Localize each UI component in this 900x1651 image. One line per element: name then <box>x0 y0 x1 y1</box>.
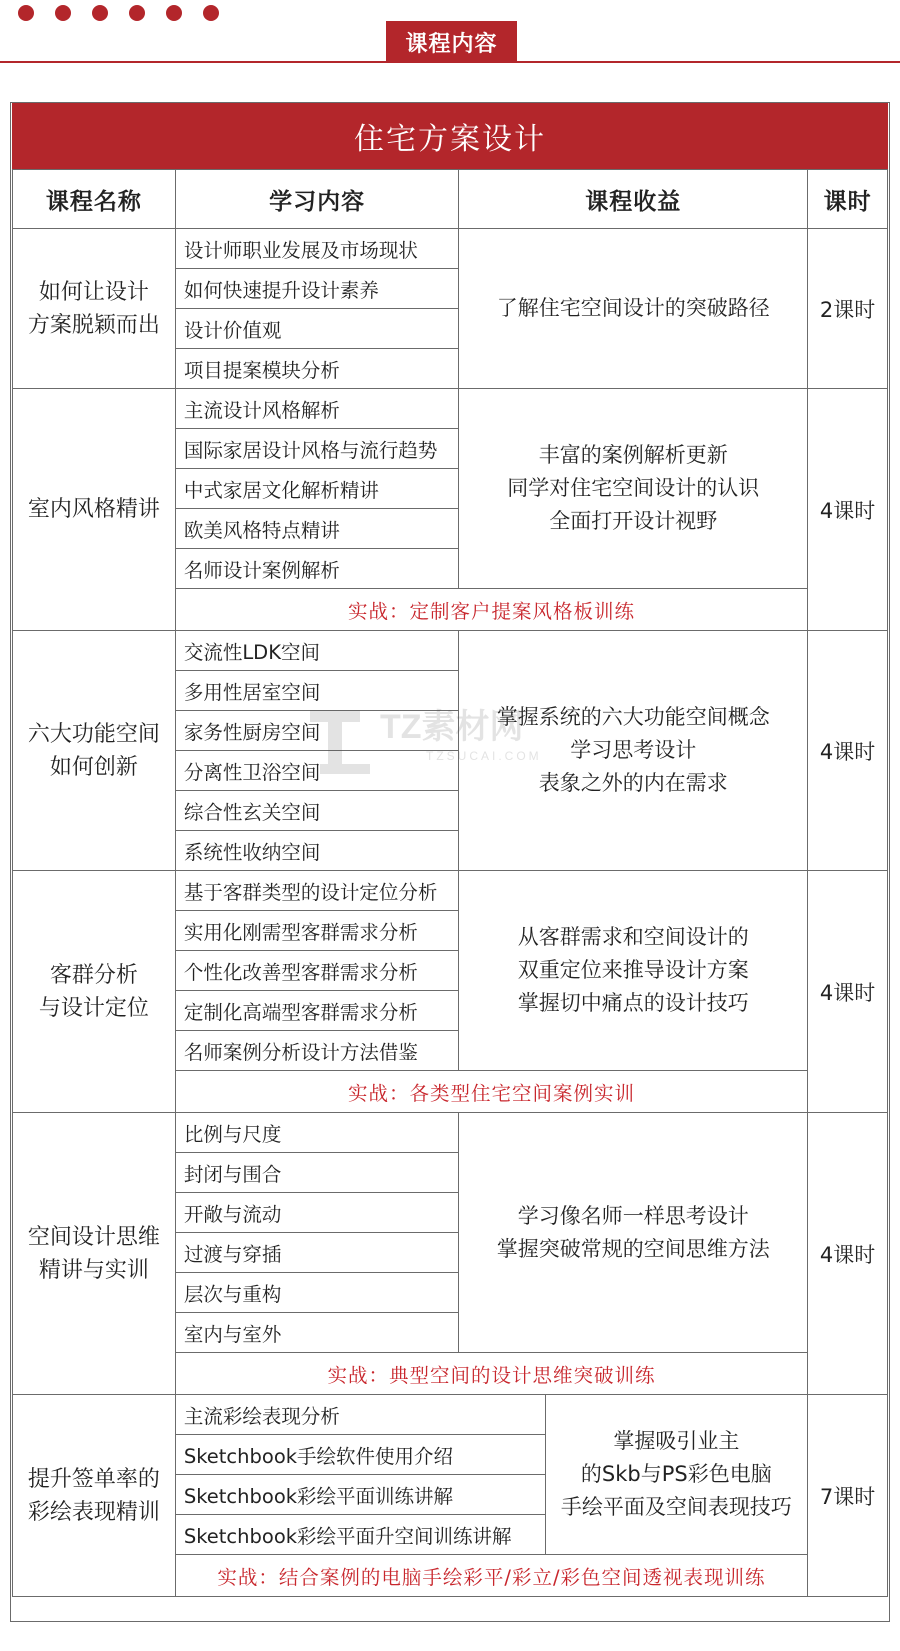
course-row <box>13 389 888 429</box>
course-hours: 4课时 <box>808 389 888 631</box>
benefit-line: 学习像名师一样思考设计 <box>517 1203 749 1228</box>
watermark-domain: TZSUCAI.COM <box>426 749 542 763</box>
learning-item: 开敞与流动 <box>175 1193 459 1233</box>
learning-item: 家务性厨房空间 <box>175 711 459 751</box>
module-name-line: 与设计定位 <box>38 995 149 1021</box>
module-name <box>13 229 176 389</box>
module-name-line: 室内风格精讲 <box>27 497 160 522</box>
module-name <box>13 1113 176 1395</box>
table-header-row <box>13 170 888 229</box>
module-name <box>13 389 176 631</box>
module-name-line: 精讲与实训 <box>38 1257 149 1283</box>
learning-item: 分离性卫浴空间 <box>175 751 459 791</box>
learning-item: 欧美风格特点精讲 <box>175 509 459 549</box>
decor-dots <box>18 5 219 21</box>
course-hours: 7课时 <box>808 1395 888 1597</box>
benefit-line: 同学对住宅空间设计的认识 <box>507 476 760 500</box>
benefit-line: 掌握吸引业主 <box>613 1429 740 1453</box>
learning-item: 名师设计案例解析 <box>175 549 459 589</box>
learning-item: 多用性居室空间 <box>175 671 459 711</box>
module-name <box>13 871 176 1113</box>
learning-item: Sketchbook手绘软件使用介绍 <box>175 1435 545 1475</box>
decor-dot <box>92 5 108 21</box>
learning-item: 定制化高端型客群需求分析 <box>175 991 459 1031</box>
practice-label: 实战：定制客户提案风格板训练 <box>175 589 807 631</box>
top-decoration <box>0 0 900 70</box>
course-hours: 2课时 <box>808 229 888 389</box>
module-name-line: 六大功能空间 <box>27 721 160 747</box>
benefit-line: 掌握切中痛点的设计技巧 <box>517 991 749 1015</box>
benefit-line: 表象之外的内在需求 <box>538 771 728 795</box>
module-name <box>13 631 176 871</box>
decor-dot <box>129 5 145 21</box>
learning-item: 主流彩绘表现分析 <box>175 1395 545 1435</box>
learning-item: 封闭与围合 <box>175 1153 459 1193</box>
course-hours: 4课时 <box>808 871 888 1113</box>
course-body <box>13 229 888 1597</box>
learning-item: 层次与重构 <box>175 1273 459 1313</box>
module-name-line: 方案脱颖而出 <box>27 312 160 338</box>
table-title: 住宅方案设计 <box>12 103 888 169</box>
col-header-content: 学习内容 <box>175 170 459 229</box>
benefit-line: 从客群需求和空间设计的 <box>517 925 749 949</box>
learning-item: 室内与室外 <box>175 1313 459 1353</box>
benefit-line: 手绘平面及空间表现技巧 <box>560 1495 792 1519</box>
course-row <box>13 229 888 269</box>
learning-item: 设计价值观 <box>175 309 459 349</box>
course-row <box>13 1395 888 1435</box>
course-hours: 4课时 <box>808 1113 888 1395</box>
learning-item: Sketchbook彩绘平面训练讲解 <box>175 1475 545 1515</box>
course-benefit <box>459 871 808 1071</box>
learning-item: 个性化改善型客群需求分析 <box>175 951 459 991</box>
section-tag: 课程内容 <box>386 21 517 63</box>
learning-item: 中式家居文化解析精讲 <box>175 469 459 509</box>
course-benefit <box>459 389 808 589</box>
course-benefit <box>459 631 808 871</box>
col-header-benefit: 课程收益 <box>459 170 808 229</box>
decor-dot <box>55 5 71 21</box>
learning-item: 项目提案模块分析 <box>175 349 459 389</box>
course-row <box>13 1113 888 1153</box>
module-name-line: 提升签单率的 <box>27 1466 160 1492</box>
learning-item: 主流设计风格解析 <box>175 389 459 429</box>
learning-item: Sketchbook彩绘平面升空间训练讲解 <box>175 1515 545 1555</box>
module-name-line: 彩绘表现精训 <box>27 1499 160 1525</box>
learning-item: 过渡与穿插 <box>175 1233 459 1273</box>
module-name-line: 空间设计思维 <box>27 1224 160 1250</box>
course-table <box>12 169 888 1597</box>
course-hours: 4课时 <box>808 631 888 871</box>
benefit-line: 全面打开设计视野 <box>549 509 718 533</box>
learning-item: 交流性LDK空间 <box>175 631 459 671</box>
module-name-line: 客群分析 <box>49 962 138 988</box>
watermark-brand: TZ素材网 <box>380 708 524 746</box>
module-name-line: 如何创新 <box>49 754 138 780</box>
learning-item: 如何快速提升设计素养 <box>175 269 459 309</box>
col-header-hours: 课时 <box>808 170 888 229</box>
benefit-line: 的Skb与PS彩色电脑 <box>580 1462 772 1486</box>
practice-label: 实战：结合案例的电脑手绘彩平/彩立/彩色空间透视表现训练 <box>175 1555 807 1597</box>
course-row <box>13 631 888 671</box>
decor-dot <box>18 5 34 21</box>
learning-item: 综合性玄关空间 <box>175 791 459 831</box>
learning-item: 基于客群类型的设计定位分析 <box>175 871 459 911</box>
module-name <box>13 1395 176 1597</box>
benefit-line: 掌握突破常规的空间思维方法 <box>496 1236 770 1261</box>
col-header-name: 课程名称 <box>13 170 176 229</box>
learning-item: 比例与尺度 <box>175 1113 459 1153</box>
learning-item: 名师案例分析设计方法借鉴 <box>175 1031 459 1071</box>
learning-item: 系统性收纳空间 <box>175 831 459 871</box>
course-row <box>13 871 888 911</box>
module-name-line: 如何让设计 <box>38 279 149 305</box>
learning-item: 国际家居设计风格与流行趋势 <box>175 429 459 469</box>
course-benefit <box>459 229 808 389</box>
benefit-line: 了解住宅空间设计的突破路径 <box>496 296 770 320</box>
decor-dot <box>166 5 182 21</box>
benefit-line: 学习思考设计 <box>570 738 697 762</box>
decor-dot <box>203 5 219 21</box>
course-benefit <box>459 1113 808 1353</box>
practice-label: 实战：各类型住宅空间案例实训 <box>175 1071 807 1113</box>
learning-item: 设计师职业发展及市场现状 <box>175 229 459 269</box>
learning-item: 实用化刚需型客群需求分析 <box>175 911 459 951</box>
benefit-line: 双重定位来推导设计方案 <box>517 958 749 982</box>
benefit-line: 掌握系统的六大功能空间概念 <box>496 705 770 729</box>
practice-label: 实战：典型空间的设计思维突破训练 <box>175 1353 807 1395</box>
course-benefit <box>545 1395 808 1555</box>
benefit-line: 丰富的案例解析更新 <box>538 443 728 467</box>
